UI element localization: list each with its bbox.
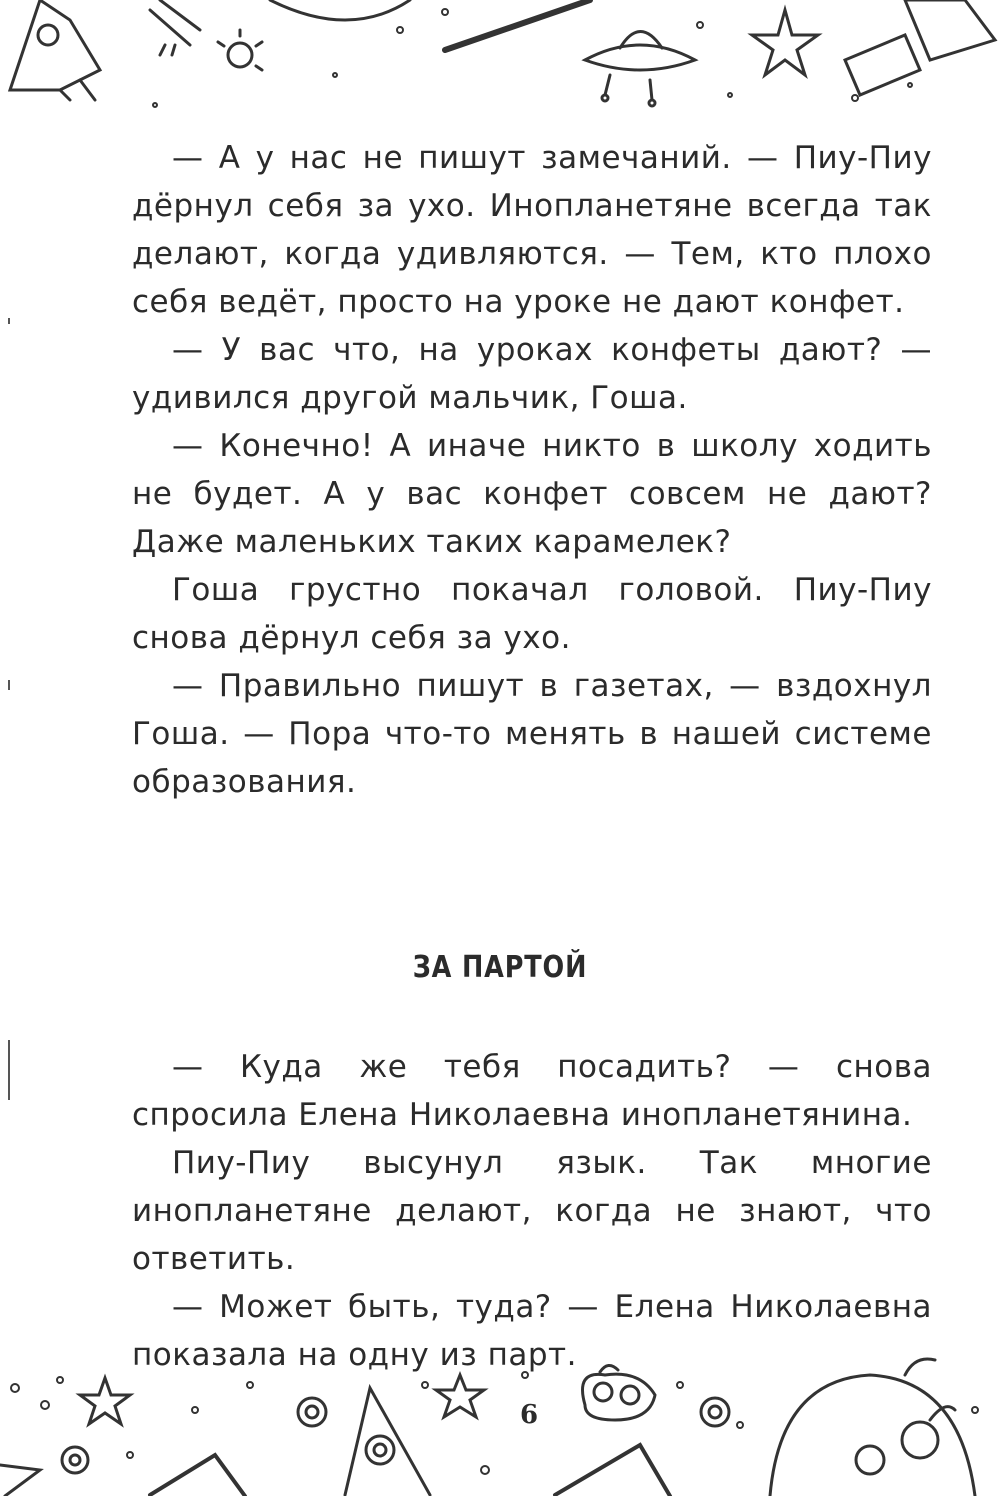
alien-face-icon [583,1365,656,1420]
scan-mark [8,318,10,324]
sun-icon [218,30,262,70]
star-icon [436,1375,484,1417]
paragraph: — Конечно! А иначе никто в школу ходить не будет. А у вас конфет совсем не дают? Даже маленьких таких карамелек? [132,428,932,560]
scan-mark [8,1040,10,1100]
paragraph: — А у нас не пишут замечаний. — Пиу-Пиу дёрнул себя за ухо. Инопланетяне всегда так делают, когда удивляются. — Тем, кто плохо себя ведёт, просто на уроке не дают конфет. [132,140,932,320]
page-number: 6 [520,1400,539,1430]
star-icon [80,1378,130,1424]
paragraph: Пиу-Пиу высунул язык. Так многие инопланетяне делают, когда не знают, что ответить. [132,1145,932,1277]
rocket-icon [0,1388,430,1496]
paragraph: Гоша грустно покачал головой. Пиу-Пиу снова дёрнул себя за ухо. [132,572,932,656]
planet-icon [270,0,590,50]
text-block-2 [132,1043,932,1379]
paragraph: — У вас что, на уроках конфеты дают? — удивился другой мальчик, Гоша. [132,332,932,416]
satellite-panel-icon [845,0,995,95]
alien-face-icon [770,1359,975,1496]
paragraph: — Правильно пишут в газетах, — вздохнул Гоша. — Пора что-то менять в нашей системе образования. [132,668,932,800]
space-doodles-top [0,0,1000,120]
star-icon [752,10,818,75]
scan-mark [8,680,10,690]
paragraph: — Может быть, туда? — Елена Николаевна показала на одну из парт. [132,1289,932,1373]
chapter-title: ЗА ПАРТОЙ [412,950,588,985]
rocket-icon [10,0,100,100]
paragraph: — Куда же тебя посадить? — снова спросила Елена Николаевна инопланетянина. [132,1049,932,1133]
ufo-icon [585,32,695,107]
space-doodles-bottom [0,1350,1000,1496]
satellite-icon [150,0,200,55]
telescope-icon [150,1445,670,1496]
text-block-1 [132,134,932,806]
